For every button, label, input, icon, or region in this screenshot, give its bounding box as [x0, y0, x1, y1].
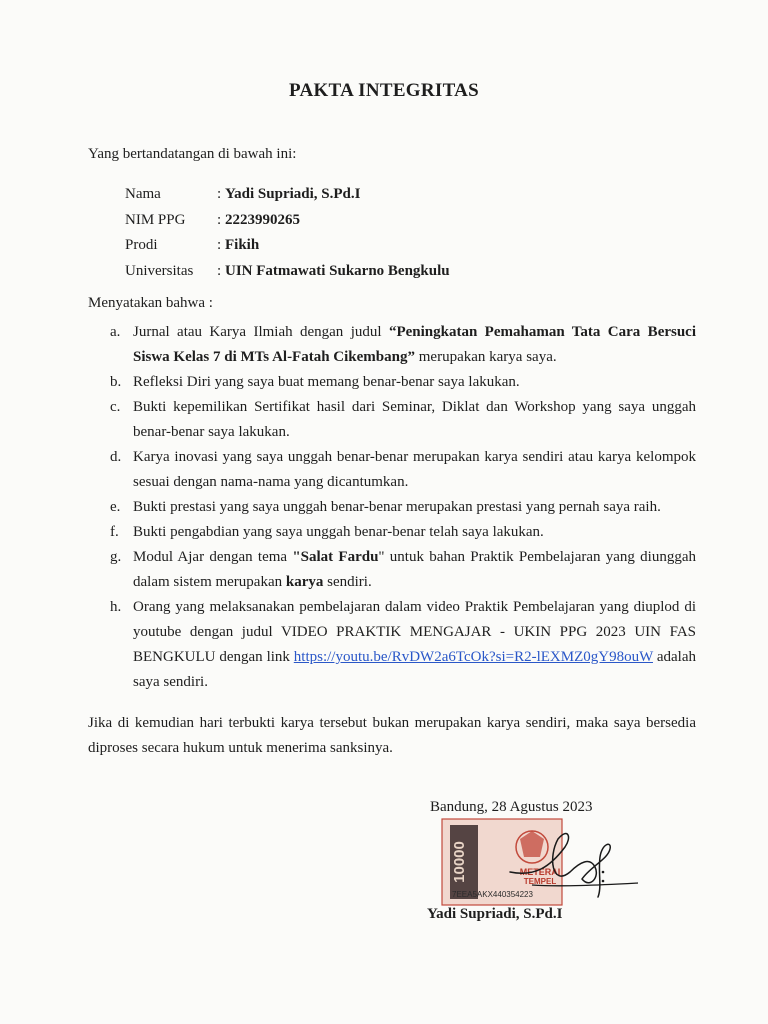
youtube-link[interactable]: https://youtu.be/RvDW2a6TcOk?si=R2-lEXMZ0gY98ouW: [293, 649, 653, 665]
list-text-part: Orang yang melaksanakan pembelajaran dalam video Praktik Pembelajaran yang diuplod di youtube dengan judul VIDEO PRAKTIK MENGAJAR - UKIN PPG 2023 UIN FAS BENGKULU dengan link: [133, 599, 696, 665]
list-text-bold: karya: [285, 574, 324, 590]
identity-label: NIM PPG: [125, 211, 186, 228]
list-letter: f.: [110, 524, 119, 540]
list-item-a: [110, 320, 696, 370]
identity-colon: :: [217, 262, 222, 279]
stamp-serial: 7EEA5AKX440354223: [452, 890, 533, 899]
identity-label: Prodi: [125, 237, 158, 254]
list-item-g: [110, 545, 696, 595]
list-text: [133, 320, 696, 370]
list-item-f: [110, 520, 696, 545]
stamp-and-signature: [440, 817, 640, 912]
stamp-denomination: 10000: [451, 841, 468, 883]
list-letter: a.: [110, 324, 121, 340]
list-text: Bukti pengabdian yang saya unggah benar-benar telah saya lakukan.: [133, 524, 544, 540]
identity-label: Universitas: [125, 262, 194, 279]
identity-colon: :: [217, 211, 222, 228]
signer-name: Yadi Supriadi, S.Pd.I: [427, 906, 563, 922]
list-text-part: sendiri.: [323, 574, 372, 590]
identity-row-universitas: [125, 259, 450, 285]
stamp-label-bottom: TEMPEL: [523, 877, 557, 886]
list-text: Refleksi Diri yang saya buat memang benar-benar saya lakukan.: [133, 374, 520, 390]
list-letter: d.: [110, 449, 122, 465]
identity-row-nama: [125, 182, 450, 208]
identity-colon: :: [217, 237, 222, 254]
list-text: Bukti prestasi yang saya unggah benar-benar merupakan prestasi yang pernah saya raih.: [133, 499, 661, 515]
list-item-h: [110, 595, 696, 695]
list-item-d: [110, 445, 696, 495]
list-item-e: [110, 495, 696, 520]
identity-value: Yadi Supriadi, S.Pd.I: [225, 186, 361, 203]
list-text: [133, 595, 696, 695]
identity-value: UIN Fatmawati Sukarno Bengkulu: [225, 262, 450, 279]
list-text-part: Jurnal atau Karya Ilmiah dengan judul: [133, 324, 389, 340]
identity-row-prodi: [125, 233, 450, 259]
place-date: Bandung, 28 Agustus 2023: [430, 799, 593, 815]
meterai-stamp: [442, 819, 562, 905]
module-theme: "Salat Fardu: [292, 549, 379, 565]
list-text-part: Modul Ajar dengan tema: [133, 549, 293, 565]
closing-statement: Jika di kemudian hari terbukti karya tersebut bukan merupakan karya sendiri, maka saya bersedia diproses secara hukum untuk menerima sanksinya.: [88, 715, 696, 756]
list-text: Bukti kepemilikan Sertifikat hasil dari Seminar, Diklat dan Workshop yang saya unggah benar-benar saya lakukan.: [133, 399, 696, 440]
identity-value: Fikih: [225, 237, 260, 254]
scan-smudge: [8, 58, 10, 66]
list-letter: b.: [110, 374, 122, 390]
identity-block: [125, 182, 450, 284]
declaration-list: [110, 320, 696, 695]
list-text-part: merupakan karya saya.: [415, 349, 557, 365]
document-title: PAKTA INTEGRITAS: [288, 80, 480, 101]
list-letter: g.: [110, 549, 122, 565]
identity-row-nim: [125, 208, 450, 234]
list-letter: c.: [110, 399, 121, 415]
list-text-part: " untuk bahan Praktik Pembelajaran yang diunggah dalam sistem merupakan: [133, 549, 696, 590]
list-item-b: [110, 370, 696, 395]
identity-value: 2223990265: [225, 211, 300, 228]
list-text: Karya inovasi yang saya unggah benar-benar merupakan karya sendiri atau karya kelompok sesuai dengan nama-nama yang dicantumkan.: [133, 449, 696, 490]
identity-colon: :: [217, 186, 222, 203]
list-letter: h.: [110, 599, 122, 615]
declaration-heading: Menyatakan bahwa :: [88, 295, 213, 311]
list-letter: e.: [110, 499, 121, 515]
list-text-part: adalah saya sendiri.: [133, 649, 696, 690]
stamp-label-top: METERAI: [519, 867, 561, 877]
list-item-c: [110, 395, 696, 445]
identity-label: Nama: [125, 186, 161, 203]
journal-title: “Peningkatan Pemahaman Tata Cara Bersuci Siswa Kelas 7 di MTs Al-Fatah Cikembang”: [133, 324, 697, 365]
intro-text: Yang bertandatangan di bawah ini:: [88, 146, 297, 162]
list-text: [133, 545, 696, 595]
